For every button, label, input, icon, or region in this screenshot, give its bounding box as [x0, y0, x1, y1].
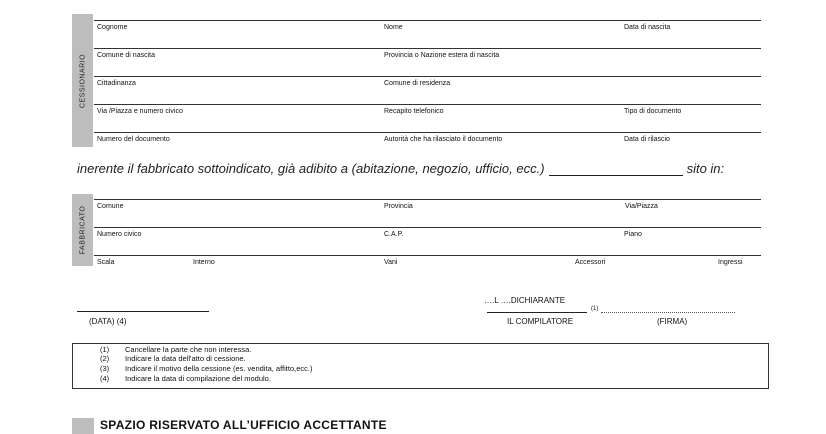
note-num: (3) — [100, 364, 110, 373]
field-autorita[interactable]: Autorità che ha rilasciato il documento — [384, 136, 503, 143]
row-line — [94, 48, 761, 49]
note-num: (1) — [100, 345, 110, 354]
note-text: Indicare la data di compilazione del modulo. — [125, 374, 271, 383]
field-piano[interactable]: Piano — [624, 231, 642, 238]
compiler-label: IL COMPILATORE — [507, 317, 574, 326]
row-line — [94, 20, 761, 21]
field-cap[interactable]: C.A.P. — [384, 231, 404, 238]
field-via-piazza-fabbricato[interactable]: Via/Piazza — [625, 203, 658, 210]
row-line — [94, 255, 761, 256]
sentence-suffix: sito in: — [686, 161, 725, 176]
note-num: (4) — [100, 374, 110, 383]
signature-line[interactable] — [601, 312, 735, 313]
fabbricato-sentence — [77, 161, 724, 176]
field-interno[interactable]: Interno — [193, 259, 215, 266]
field-provincia[interactable]: Provincia — [384, 203, 413, 210]
field-comune-residenza[interactable]: Comune di residenza — [384, 80, 451, 87]
footer-title: SPAZIO RISERVATO ALL’UFFICIO ACCETTANTE — [100, 418, 387, 432]
usage-blank[interactable] — [549, 164, 683, 176]
cessionario-side-label — [72, 14, 93, 147]
field-comune[interactable]: Comune — [97, 203, 124, 210]
field-numero-documento[interactable]: Numero del documento — [97, 136, 170, 143]
field-tipo-documento[interactable]: Tipo di documento — [624, 108, 682, 115]
field-accessori[interactable]: Accessori — [575, 259, 606, 266]
field-cognome[interactable]: Cognome — [97, 24, 128, 31]
field-data-nascita[interactable]: Data di nascita — [624, 24, 671, 31]
sentence-text: inerente il fabbricato sottoindicato, già adibito a (abitazione, negozio, ufficio, ecc.) — [77, 161, 545, 176]
cessionario-label: CESSIONARIO — [79, 53, 86, 108]
field-nome[interactable]: Nome — [384, 24, 403, 31]
field-numero-civico[interactable]: Numero civico — [97, 231, 142, 238]
field-cittadinanza[interactable]: Cittadinanza — [97, 80, 136, 87]
fabbricato-side-label — [72, 194, 93, 266]
compiler-line[interactable] — [487, 312, 587, 313]
field-data-rilascio[interactable]: Data di rilascio — [624, 136, 670, 143]
field-provincia-nascita[interactable]: Provincia o Nazione estera di nascita — [384, 52, 500, 59]
field-ingressi[interactable]: Ingressi — [718, 259, 743, 266]
date-label: (DATA) (4) — [89, 317, 127, 326]
row-line — [94, 227, 761, 228]
note-text: Cancellare la parte che non interessa. — [125, 345, 252, 354]
field-scala[interactable]: Scala — [97, 259, 115, 266]
row-line — [94, 104, 761, 105]
field-comune-nascita[interactable]: Comune di nascita — [97, 52, 155, 59]
note-text: Indicare la data dell'atto di cessione. — [125, 354, 246, 363]
note-text: Indicare il motivo della cessione (es. vendita, affitto,ecc.) — [125, 364, 313, 373]
note-num: (2) — [100, 354, 110, 363]
fabbricato-label: FABBRICATO — [79, 205, 86, 255]
note-ref: (1) — [591, 306, 599, 312]
footer-marker — [72, 418, 94, 434]
field-via-piazza[interactable]: Via /Piazza e numero civico — [97, 108, 183, 115]
row-line — [94, 199, 761, 200]
declarant-label: ….L ….DICHIARANTE — [484, 296, 566, 305]
row-line — [94, 76, 761, 77]
row-line — [94, 132, 761, 133]
date-line[interactable] — [77, 311, 209, 312]
signature-label: (FIRMA) — [657, 317, 688, 326]
field-vani[interactable]: Vani — [384, 259, 398, 266]
field-recapito[interactable]: Recapito telefonico — [384, 108, 444, 115]
